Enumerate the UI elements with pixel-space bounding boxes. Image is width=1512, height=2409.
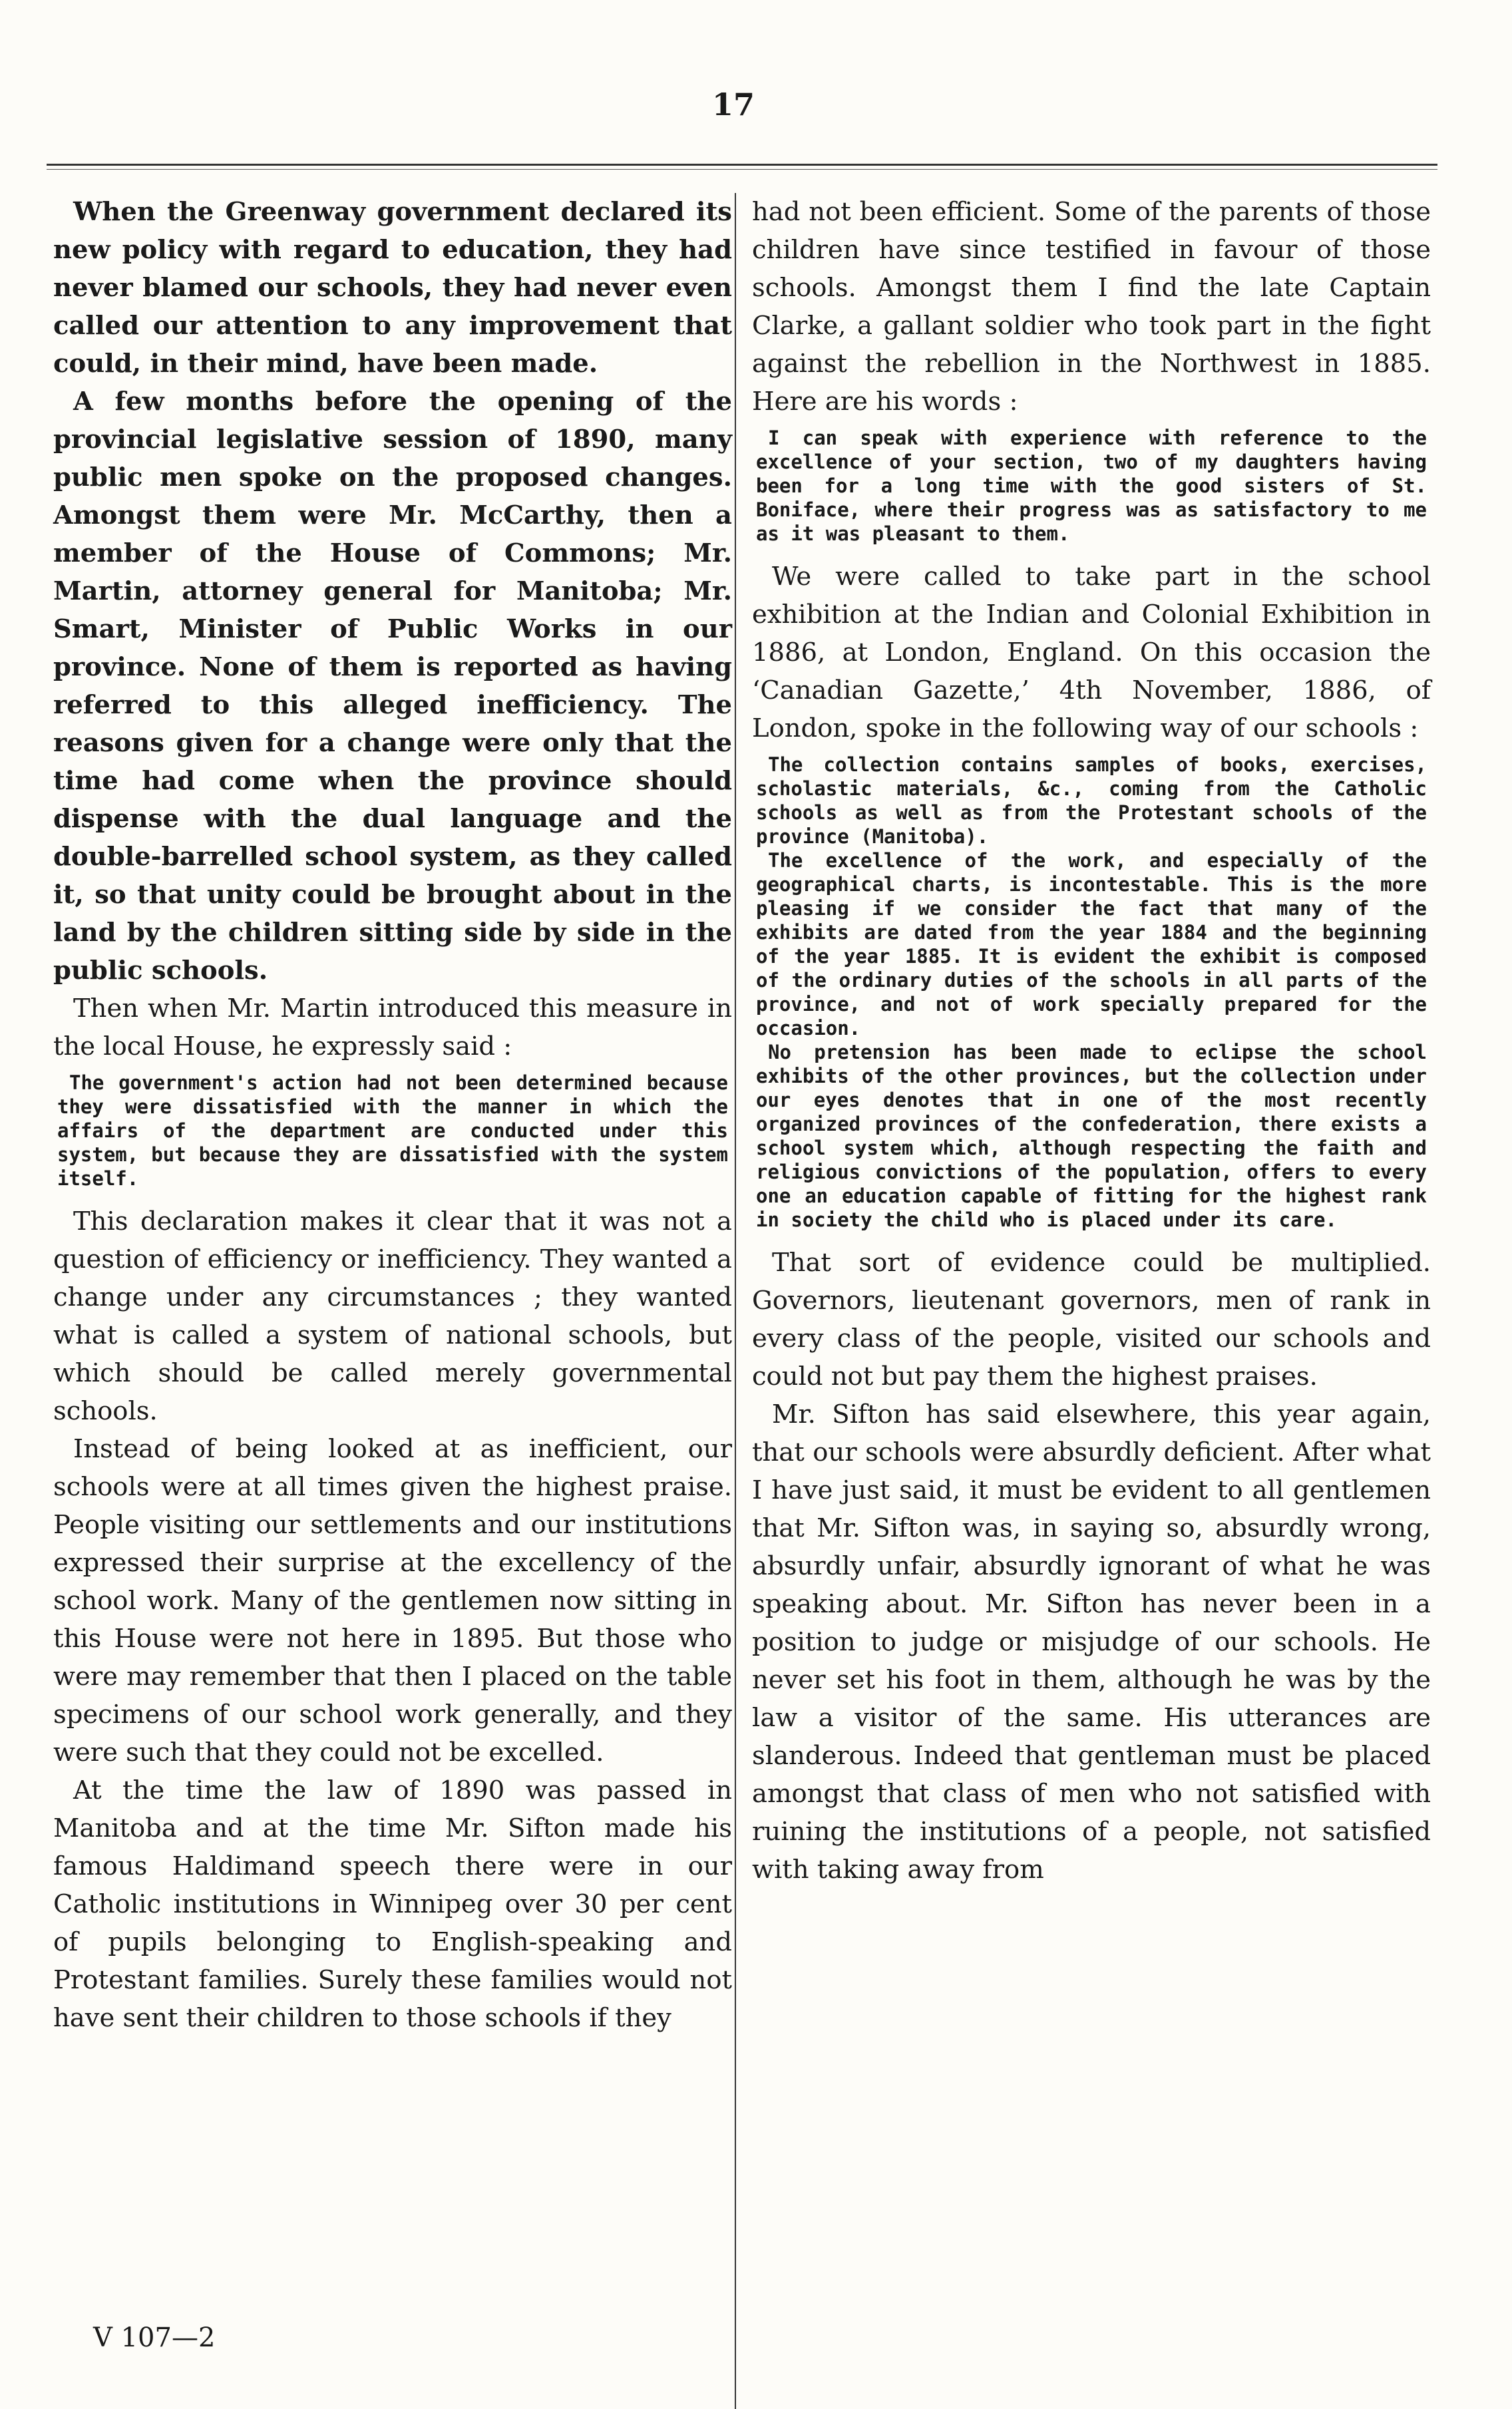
left-quote-1-text: The government's action had not been determined because they were dissatisfied with the manner in which the affairs of the department are conducted under this system, but because they are dissatisfied with the system itself. <box>57 1071 728 1190</box>
page-number: 17 <box>712 87 755 122</box>
right-quote-2 <box>752 753 1431 1232</box>
right-paragraph-4: Mr. Sifton has said elsewhere, this year again, that our schools were absurdly deficient. After what I have just said, it must be evident to all gentlemen that Mr. Sifton was, in saying so, absurdly wrong, absurdly unfair, absurdly ignorant of what he was speaking about. Mr. Sifton has never been in a position to judge or misjudge of our schools. He never set his foot in them, although he was by the law a visitor of the same. His utterances are slanderous. Indeed that gentleman must be placed amongst that class of men who not satisfied with ruining the institutions of a people, not satisfied with taking away from <box>752 1399 1431 1885</box>
right-paragraph-1: had not been efficient. Some of the parents of those children have since testified in favour of those schools. Amongst them I find the late Captain Clarke, a gallant soldier who took part in the fight against the rebellion in the Northwest in 1885. Here are his words : <box>752 197 1431 417</box>
left-quote-1 <box>53 1071 732 1191</box>
right-column <box>752 193 1431 1889</box>
header-rule <box>47 164 1437 166</box>
header-rule-thin <box>47 169 1437 170</box>
right-quote-2c: No pretension has been made to eclipse the school exhibits of the other provinces, but the collection under our eyes denotes that in one of the most recently organized provinces of the confederation, there exists a school system which, although respecting the faith and religious convictions of the population, offers to every one an education capable of fitting for the highest rank in society the child who is placed under its care. <box>756 1041 1427 1231</box>
right-quote-1-text: I can speak with experience with reference to the excellence of your section, two of my daughters having been for a long time with the good sisters of St. Boniface, where their progress was as satisfactory to me as it was pleasant to them. <box>756 427 1427 545</box>
column-divider <box>735 193 736 2409</box>
left-paragraph-5: Instead of being looked at as inefficient, our schools were at all times given the highest praise. People visiting our settlements and our institutions expressed their surprise at the excellency of the school work. Many of the gentlemen now sitting in this House were not here in 1895. But those who were may remember that then I placed on the table specimens of our school work generally, and they were such that they could not be excelled. <box>53 1434 732 1767</box>
left-paragraph-3: Then when Mr. Martin introduced this measure in the local House, he expressly said : <box>53 994 732 1061</box>
signature-mark: V 107—2 <box>93 2322 216 2353</box>
left-paragraph-6: At the time the law of 1890 was passed in Manitoba and at the time Mr. Sifton made his famous Haldimand speech there were in our Catholic institutions in Winnipeg over 30 per cent of pupils belonging to English-speaking and Protestant families. Surely these families would not have sent their children to those schools if they <box>53 1775 732 2033</box>
right-paragraph-3: That sort of evidence could be multiplied. Governors, lieutenant governors, men of rank in every class of the people, visited our schools and could not but pay them the highest praises. <box>752 1248 1431 1391</box>
right-paragraph-2: We were called to take part in the school exhibition at the Indian and Colonial Exhibition in 1886, at London, England. On this occasion the ‘Canadian Gazette,’ 4th November, 1886, of London, spoke in the following way of our schools : <box>752 562 1431 743</box>
left-paragraph-2: A few months before the opening of the provincial legislative session of 1890, many public men spoke on the proposed changes. Amongst them were Mr. McCarthy, then a member of the House of Commons; Mr. Martin, attorney general for Manitoba; Mr. Smart, Minister of Public Works in our province. None of them is reported as having referred to this alleged inefficiency. The reasons given for a change were only that the time had come when the province should dispense with the dual language and the double-barrelled school system, as they called it, so that unity could be brought about in the land by the children sitting side by side in the public schools. <box>53 387 732 986</box>
right-quote-1 <box>752 426 1431 546</box>
left-column <box>53 193 732 2037</box>
left-paragraph-1: When the Greenway government declared its new policy with regard to education, they had never blamed our schools, they had never even called our attention to any improvement that could, in their mind, have been made. <box>53 197 732 379</box>
left-paragraph-4: This declaration makes it clear that it was not a question of efficiency or inefficiency. They wanted a change under any circumstances ; they wanted what is called a system of national schools, but which should be called merely governmental schools. <box>53 1206 732 1426</box>
right-quote-2a: The collection contains samples of books, exercises, scholastic materials, &c., coming from the Catholic schools as well as from the Protestant schools of the province (Manitoba). <box>756 753 1427 848</box>
right-quote-2b: The excellence of the work, and especially of the geographical charts, is incontestable. This is the more pleasing if we consider the fact that many of the exhibits are dated from the year 1884 and the beginning of the year 1885. It is evident the exhibit is composed of the ordinary duties of the schools in all parts of the province, and not of work specially prepared for the occasion. <box>756 849 1427 1039</box>
